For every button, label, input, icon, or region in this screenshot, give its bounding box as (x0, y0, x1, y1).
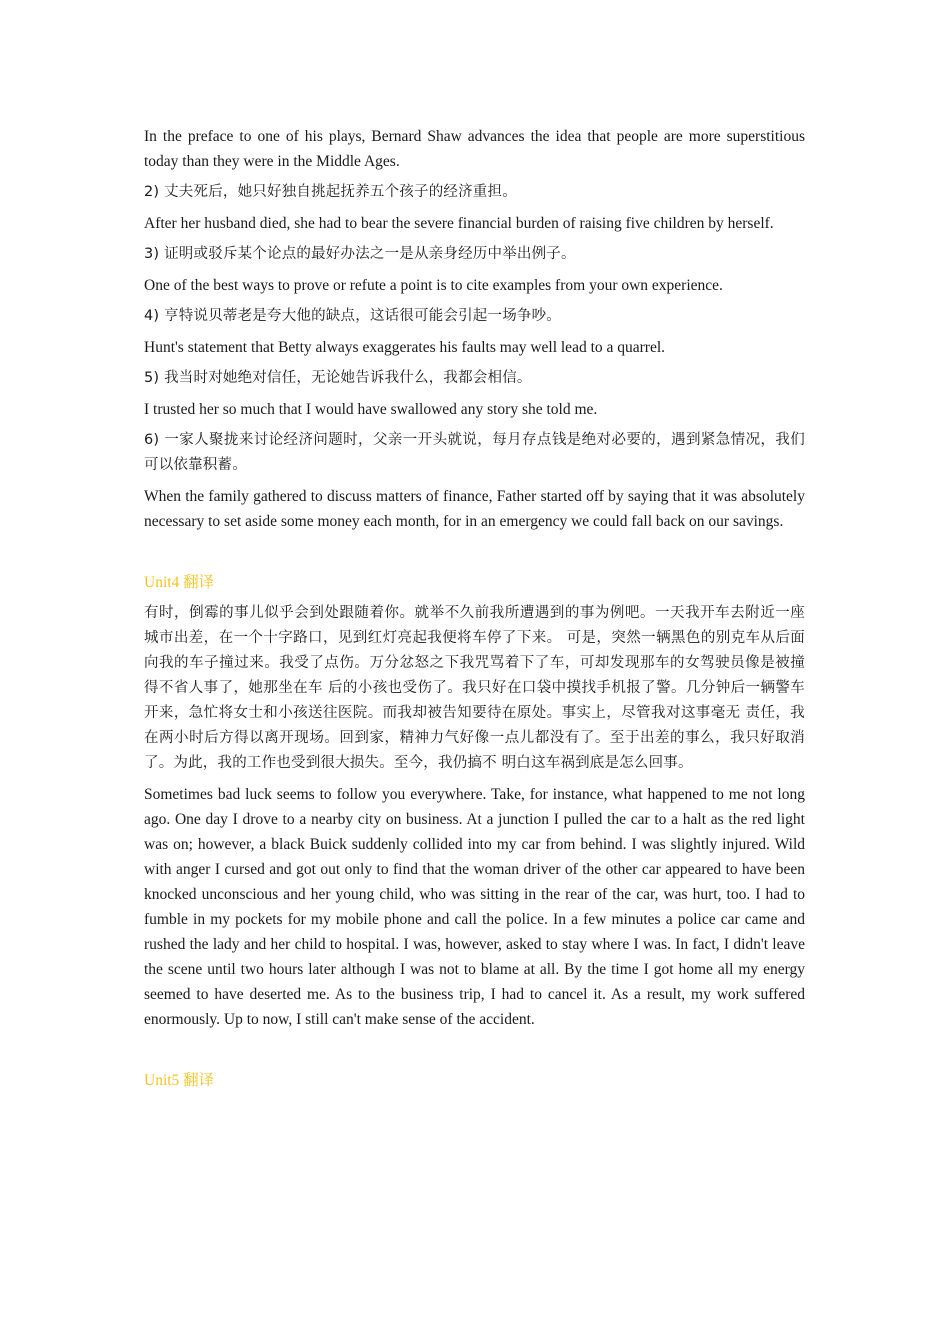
unit4-chinese-passage: 有时，倒霉的事儿似乎会到处跟随着你。就举不久前我所遭遇到的事为例吧。一天我开车去附近一座城市出差，在一个十字路口，见到红灯亮起我便将车停了下来。 可是，突然一辆黑色的别克车从后面向我的车子撞过来。我受了点伤。万分忿怒之下我咒骂着下了车，可却发现那车的女驾驶员像是被撞得不省人事了，她那坐在车 后的小孩也受伤了。我只好在口袋中摸找手机报了警。几分钟后一辆警车开来，急忙将女士和小孩送往医院。而我却被告知要待在原处。事实上，尽管我对这事毫无 责任，我在两小时后方得以离开现场。回到家，精神力气好像一点儿都没有了。至于出差的事么，我只好取消了。为此，我的工作也受到很大损失。至今，我仍搞不 明白这车祸到底是怎么回事。 (144, 605, 805, 771)
sentence-4-english: Hunt's statement that Betty always exaggerates his faults may well lead to a quarrel. (144, 339, 666, 356)
sentence-2-english: After her husband died, she had to bear the severe financial burden of raising five children by herself. (144, 215, 774, 232)
unit4-english-passage: Sometimes bad luck seems to follow you everywhere. Take, for instance, what happened to me not long ago. One day I drove to a nearby city on business. At a junction I pulled the car to a halt as the red light was on; however, a black Buick suddenly collided into my car from behind. I was slightly injured. Wild with anger I cursed and got out only to find that the woman driver of the other car appeared to have been knocked unconscious and her young child, who was sitting in the rear of the car, was hurt, too. I had to fumble in my pockets for my mobile phone and call the police. In a few minutes a police car came and rushed the lady and her child to hospital. I was, however, asked to stay where I was. In fact, I didn't leave the scene until two hours later although I was not to blame at all. By the time I got home all my energy seemed to have deserted me. As to the business trip, I had to cancel it. As a result, my work suffered enormously. Up to now, I still can't make sense of the accident. (144, 786, 805, 1028)
sentence-5-english: I trusted her so much that I would have swallowed any story she told me. (144, 401, 598, 418)
sentence-6-chinese: 6) 一家人聚拢来讨论经济问题时，父亲一开头就说，每月存点钱是绝对必要的，遇到紧急情况，我们可以依靠积蓄。 (144, 432, 805, 473)
sentence-5-chinese: 5) 我当时对她绝对信任，无论她告诉我什么，我都会相信。 (144, 370, 532, 386)
section-gap (144, 1038, 805, 1068)
unit5-heading: Unit5 翻译 (144, 1072, 215, 1089)
document-page (144, 124, 805, 1099)
unit4-heading: Unit4 翻译 (144, 574, 215, 591)
sentence-1-english: In the preface to one of his plays, Bernard Shaw advances the idea that people are more superstitious today than they were in the Middle Ages. (144, 128, 805, 170)
sentence-4-chinese: 4) 亨特说贝蒂老是夸大他的缺点，这话很可能会引起一场争吵。 (144, 308, 561, 324)
sentence-3-chinese: 3) 证明或驳斥某个论点的最好办法之一是从亲身经历中举出例子。 (144, 246, 576, 262)
sentence-2-chinese: 2) 丈夫死后，她只好独自挑起抚养五个孩子的经济重担。 (144, 184, 517, 200)
sentence-6-english: When the family gathered to discuss matters of finance, Father started off by saying that it was absolutely necessary to set aside some money each month, for in an emergency we could fall back on our savings. (144, 488, 805, 530)
section-gap (144, 540, 805, 570)
sentence-3-english: One of the best ways to prove or refute a point is to cite examples from your own experience. (144, 277, 723, 294)
